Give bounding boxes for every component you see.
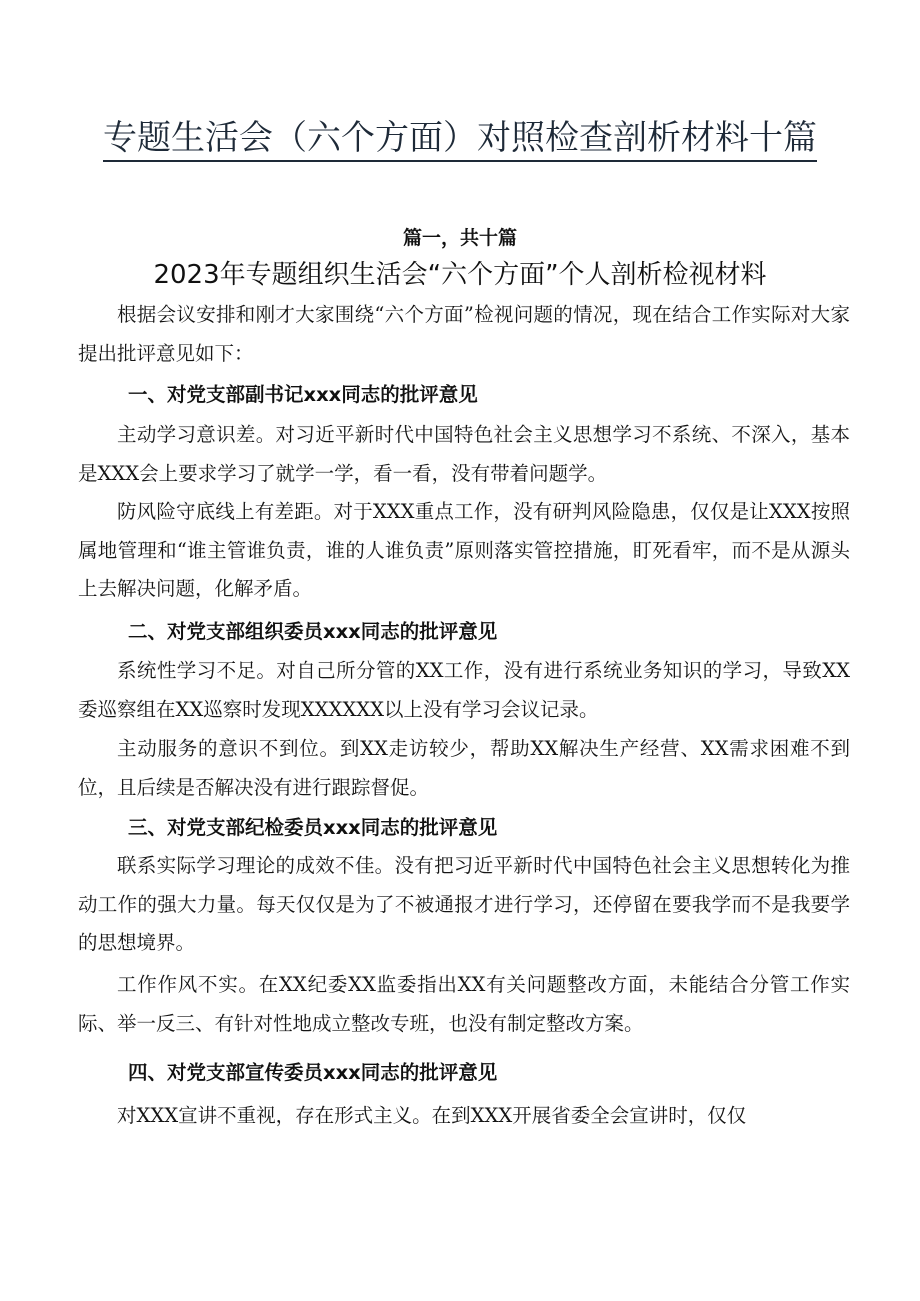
section-paragraph: 防风险守底线上有差距。对于XXX重点工作，没有研判风险隐患，仅仅是让XXX按照属地管理和“谁主管谁负责，谁的人谁负责”原则落实管控措施，盯死看牢，而不是从源头上去解决问题，化解矛盾。 <box>78 500 850 600</box>
section-heading: 一、对党支部副书记xxx同志的批评意见 <box>128 383 478 406</box>
intro-paragraph: 根据会议安排和刚才大家围绕“六个方面”检视问题的情况，现在结合工作实际对大家提出批评意见如下： <box>78 303 850 365</box>
section-paragraph: 主动服务的意识不到位。到XX走访较少，帮助XX解决生产经营、XX需求困难不到位，且后续是否解决没有进行跟踪督促。 <box>78 737 850 799</box>
document-title <box>0 112 920 164</box>
section-heading: 二、对党支部组织委员xxx同志的批评意见 <box>128 620 498 643</box>
section-paragraph: 系统性学习不足。对自己所分管的XX工作，没有进行系统业务知识的学习，导致XX委巡察组在XX巡察时发现XXXXXX以上没有学习会议记录。 <box>78 659 850 721</box>
section-paragraph: 联系实际学习理论的成效不佳。没有把习近平新时代中国特色社会主义思想转化为推动工作的强大力量。每天仅仅是为了不被通报才进行学习，还停留在要我学而不是我要学的思想境界。 <box>78 854 850 954</box>
section-paragraph: 工作作风不实。在XX纪委XX监委指出XX有关问题整改方面，未能结合分管工作实际、举一反三、有针对性地成立整改专班，也没有制定整改方案。 <box>78 973 850 1035</box>
article-title: 2023年专题组织生活会“六个方面”个人剖析检视材料 <box>153 260 767 290</box>
section-heading: 四、对党支部宣传委员xxx同志的批评意见 <box>128 1061 498 1084</box>
section-paragraph: 对XXX宣讲不重视，存在形式主义。在到XXX开展省委全会宣讲时，仅仅 <box>117 1104 747 1127</box>
section-paragraph: 主动学习意识差。对习近平新时代中国特色社会主义思想学习不系统、不深入，基本是XXX会上要求学习了就学一学，看一看，没有带着问题学。 <box>78 423 850 485</box>
section-heading: 三、对党支部纪检委员xxx同志的批评意见 <box>128 816 498 839</box>
part-label: 篇一，共十篇 <box>402 227 517 249</box>
document-title-text: 专题生活会（六个方面）对照检查剖析材料十篇 <box>103 118 817 162</box>
